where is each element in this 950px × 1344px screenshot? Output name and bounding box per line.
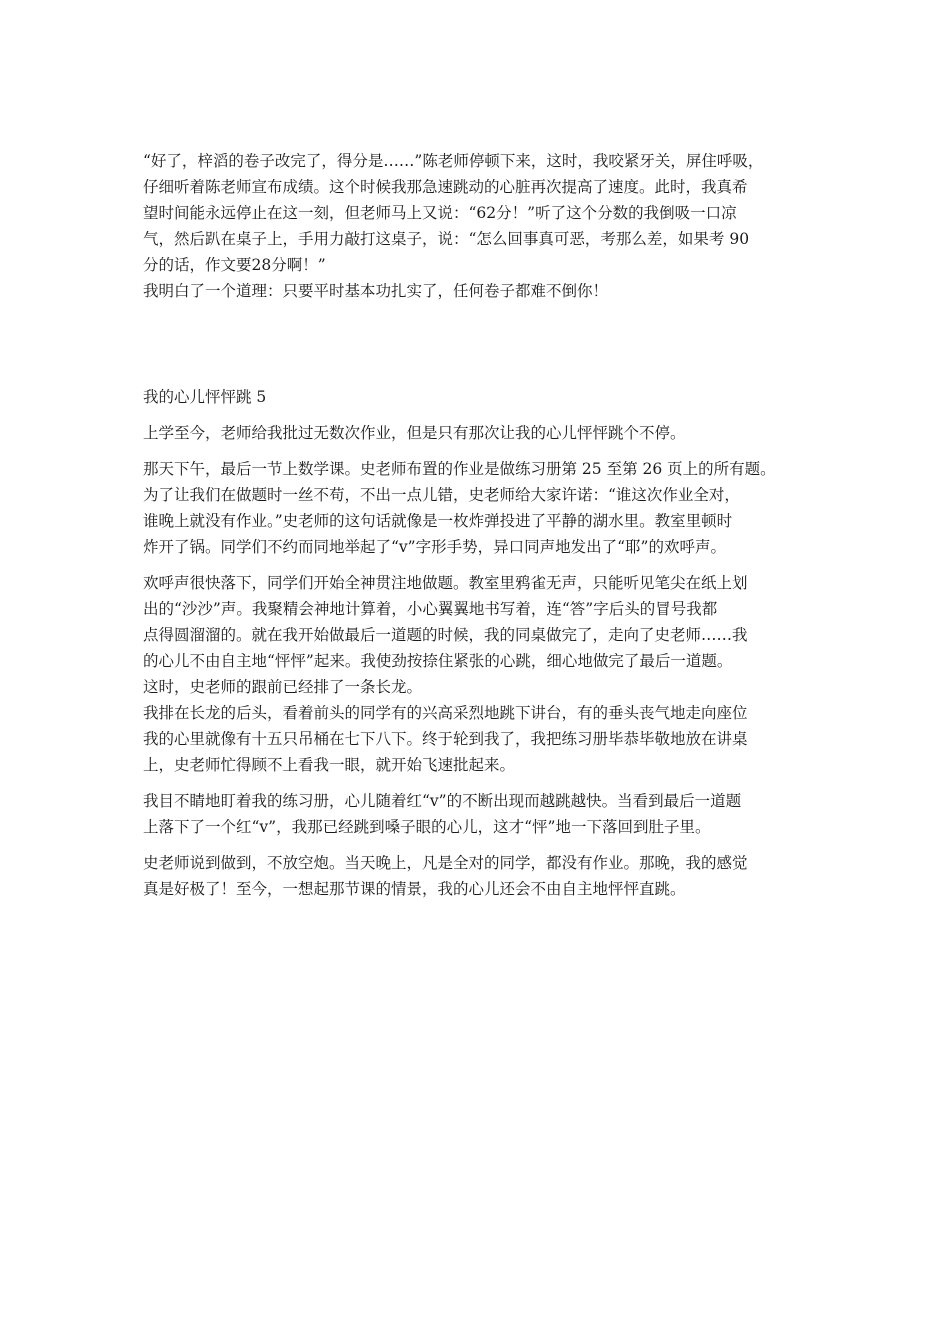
text-line: 的心儿不由自主地“怦怦”起来。我使劲按捺住紧张的心跳，细心地做完了最后一道题。: [143, 652, 733, 670]
text-line: 上学至今，老师给我批过无数次作业，但是只有那次让我的心儿怦怦跳个不停。: [143, 424, 686, 442]
paragraph-assignment: [143, 456, 823, 560]
paragraph-grade-announcement: [143, 148, 823, 278]
text-line: “好了，梓滔的卷子改完了，得分是……”陈老师停顿下来，这时，我咬紧牙关，屏住呼吸，: [143, 152, 764, 170]
paragraph-grading: [143, 788, 823, 840]
text-line: 仔细听着陈老师宣布成绩。这个时候我那急速跳动的心脏再次提高了速度。此时，我真希: [143, 178, 748, 196]
text-line: 分的话，作文要28分啊！”: [143, 256, 326, 274]
document-page: [143, 148, 823, 902]
text-line: 这时，史老师的跟前已经排了一条长龙。: [143, 678, 423, 696]
text-line: 气，然后趴在桌子上，手用力敲打这桌子，说：“怎么回事真可恶，考那么差，如果考 90: [143, 230, 750, 248]
paragraph-conclusion: [143, 850, 823, 902]
text-line: 史老师说到做到，不放空炮。当天晚上，凡是全对的同学，都没有作业。那晚，我的感觉: [143, 854, 748, 872]
text-line: 欢呼声很快落下，同学们开始全神贯注地做题。教室里鸦雀无声，只能听见笔尖在纸上划: [143, 574, 748, 592]
essay-title: 我的心儿怦怦跳 5: [143, 388, 267, 406]
text-line: 我目不睛地盯着我的练习册，心儿随着红“v”的不断出现而越跳越快。当看到最后一道题: [143, 792, 742, 810]
paragraph-lesson: [143, 278, 823, 304]
text-line: 为了让我们在做题时一丝不苟，不出一点儿错，史老师给大家许诺：“谁这次作业全对，: [143, 486, 740, 504]
text-line: 望时间能永远停止在这一刻，但老师马上又说：“62分！”听了这个分数的我倒吸一口凉: [143, 204, 737, 222]
text-line: 出的“沙沙”声。我聚精会神地计算着，小心翼翼地书写着，连“答”字后头的冒号我都: [143, 600, 718, 618]
text-line: 点得圆溜溜的。就在我开始做最后一道题的时候，我的同桌做完了，走向了史老师……我: [143, 626, 748, 644]
text-line: 那天下午，最后一节上数学课。史老师布置的作业是做练习册第 25 至第 26 页上的所有题。: [143, 460, 776, 478]
text-line: 我明白了一个道理：只要平时基本功扎实了，任何卷子都难不倒你！: [143, 282, 609, 300]
paragraph-intro: [143, 420, 823, 446]
text-line: 炸开了锅。同学们不约而同地举起了“v”字形手势，异口同声地发出了“耶”的欢呼声。: [143, 538, 726, 556]
text-line: 我排在长龙的后头，看着前头的同学有的兴高采烈地跳下讲台，有的垂头丧气地走向座位: [143, 704, 748, 722]
paragraph-working: [143, 570, 823, 778]
text-line: 我的心里就像有十五只吊桶在七下八下。终于轮到我了，我把练习册毕恭毕敬地放在讲桌: [143, 730, 748, 748]
text-line: 谁晚上就没有作业。”史老师的这句话就像是一枚炸弹投进了平静的湖水里。教室里顿时: [143, 512, 733, 530]
text-line: 真是好极了！至今，一想起那节课的情景，我的心儿还会不由自主地怦怦直跳。: [143, 880, 686, 898]
text-line: 上，史老师忙得顾不上看我一眼，就开始飞速批起来。: [143, 756, 516, 774]
text-line: 上落下了一个红“v”，我那已经跳到嗓子眼的心儿，这才“怦”地一下落回到肚子里。: [143, 818, 711, 836]
